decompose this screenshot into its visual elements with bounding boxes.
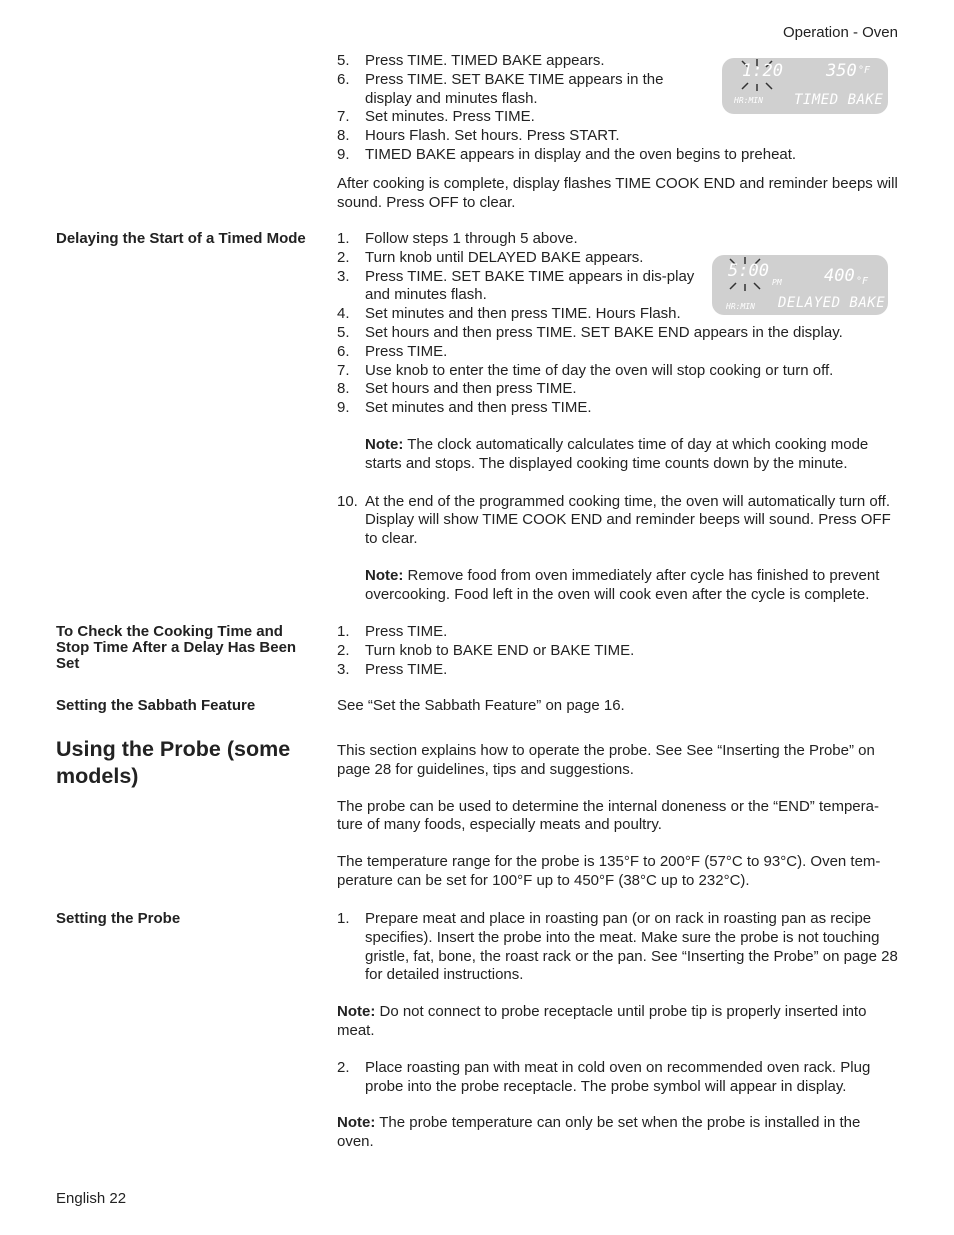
list-item: 7. Use knob to enter the time of day the oven will stop cooking or turn off. (337, 361, 834, 379)
list-item: 5. Press TIME. TIMED BAKE appears. (337, 52, 605, 69)
section-title-probe: Using the Probe (some models) (56, 737, 291, 788)
after-cooking-text: After cooking is complete, display flashes TIME COOK END and reminder beeps will sound. Press OFF to clear. (337, 174, 898, 211)
page-footer: English 22 (56, 1190, 127, 1207)
list-item: 8. Hours Flash. Set hours. Press START. (337, 127, 620, 145)
list-item: 6. Press TIME. (337, 342, 448, 360)
display-hrmin: HR:MIN (734, 96, 763, 105)
display-time: 5:00 (728, 261, 769, 281)
note: Note: The clock automatically calculates time of day at which cooking mode starts and stops. The displayed cooking time counts down by the minute. (365, 435, 869, 472)
paragraph: The temperature range for the probe is 135°F to 200°F (57°C to 93°C). Oven tem-perature can be set for 100°F up to 450°F (38°C up to 232°C). (337, 853, 881, 889)
list-item: 2. Place roasting pan with meat in cold oven on recommended oven rack. Plug probe into the probe receptacle. The probe symbol will appear in display. (337, 1058, 871, 1095)
display-unit: °F (858, 65, 871, 76)
display-hrmin: HR:MIN (726, 302, 755, 311)
list-item: 2. Turn knob until DELAYED BAKE appears. (337, 248, 644, 266)
list-item: 1. Prepare meat and place in roasting pan (or on rack in roasting pan as recipe specifies). Insert the probe into the meat. Make sure the probe is not touching gristle, fat, bone, the roast rack or the pan. See “Inserting the Probe” on page 28 for detailed instructions. (337, 910, 898, 984)
display-mode-label: DELAYED BAKE (778, 295, 886, 311)
oven-display-timed-bake (722, 58, 888, 114)
list-item: 9. Set minutes and then press TIME. (337, 399, 592, 417)
check-steps (337, 623, 899, 679)
paragraph: The probe can be used to determine the internal doneness or the “END” tempera-ture of many foods, especially meats and poultry. (337, 797, 879, 834)
section-heading-check: To Check the Cooking Time and Stop Time After a Delay Has Been Set (56, 623, 297, 672)
list-item: 7. Set minutes. Press TIME. (337, 108, 535, 126)
list-item: 10. At the end of the programmed cooking time, the oven will automatically turn off. Display will show TIME COOK END and reminder beeps will sound. Press OFF to clear. (337, 492, 891, 548)
display-mode-label: TIMED BAKE (794, 92, 884, 108)
list-item: 8. Set hours and then press TIME. (337, 380, 577, 398)
list-item: 2. Turn knob to BAKE END or BAKE TIME. (337, 641, 635, 659)
display-temp: 350 (826, 61, 857, 81)
list-item: 5. Set hours and then press TIME. SET BAKE END appears in the display. (337, 323, 843, 341)
section-heading-delay: Delaying the Start of a Timed Mode (56, 230, 306, 247)
list-item: 4. Set minutes and then press TIME. Hours Flash. (337, 305, 681, 323)
list-item: 1. Press TIME. (337, 623, 448, 640)
list-item: 3. Press TIME. SET BAKE TIME appears in dis-play and minutes flash. (337, 267, 695, 304)
list-item: 3. Press TIME. (337, 660, 448, 678)
list-item: 9. TIMED BAKE appears in display and the oven begins to preheat. (337, 145, 797, 163)
sabbath-text: See “Set the Sabbath Feature” on page 16. (337, 697, 625, 714)
section-heading-setting-probe: Setting the Probe (56, 910, 181, 927)
note: Note: Do not connect to probe receptacle until probe tip is properly inserted into meat. (337, 1003, 867, 1039)
display-time: 1:20 (742, 61, 783, 81)
paragraph: This section explains how to operate the probe. See See “Inserting the Probe” on page 28 for guidelines, tips and suggestions. (337, 742, 875, 778)
setting-probe-steps (337, 910, 899, 1152)
list-item: 6. Press TIME. SET BAKE TIME appears in the display and minutes flash. (337, 70, 664, 107)
list-item: 1. Follow steps 1 through 5 above. (337, 230, 578, 247)
probe-intro (337, 742, 899, 891)
note: Note: Remove food from oven immediately after cycle has finished to prevent overcooking. Food left in the oven will cook even after the cycle is complete. (365, 566, 880, 603)
page-header: Operation - Oven (782, 24, 898, 41)
note: Note: The probe temperature can only be set when the probe is installed in the oven. (337, 1114, 861, 1151)
display-temp: 400 (824, 266, 855, 286)
display-unit: °F (856, 276, 869, 287)
section-heading-sabbath: Setting the Sabbath Feature (56, 697, 256, 714)
oven-display-delayed-bake (712, 255, 888, 315)
display-pm: PM (772, 278, 782, 287)
